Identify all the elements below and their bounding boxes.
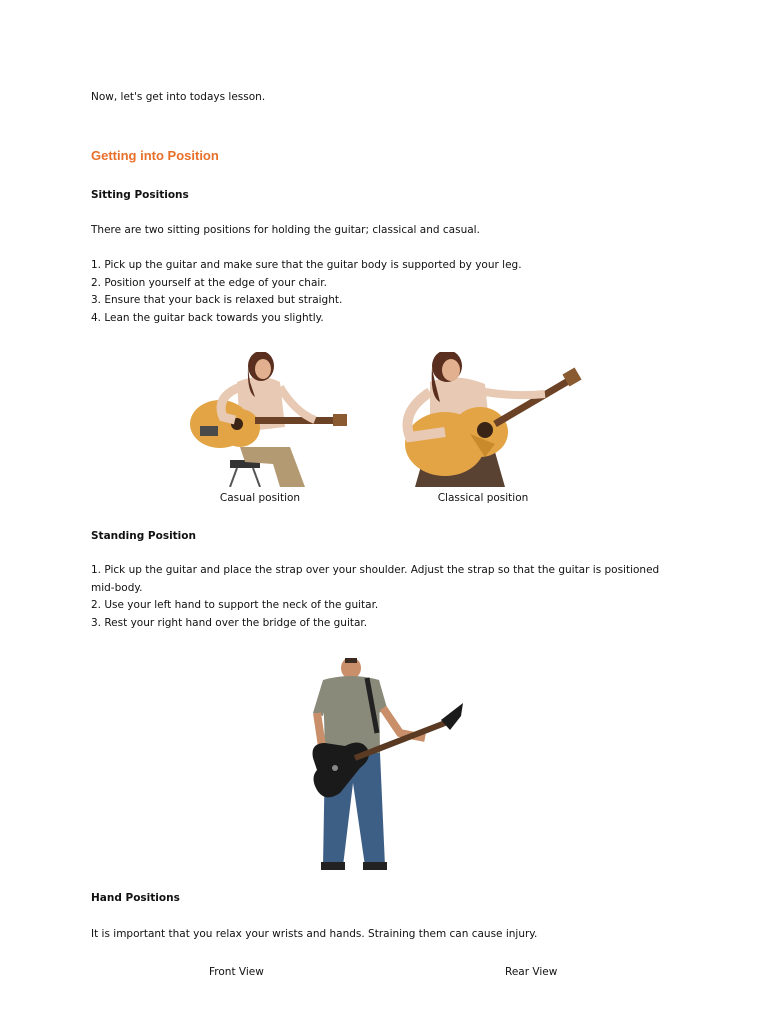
list-item: 3. Rest your right hand over the bridge of the guitar. bbox=[91, 616, 368, 629]
list-item: 2. Position yourself at the edge of your chair. bbox=[91, 276, 327, 289]
list-item: 2. Use your left hand to support the neck of the guitar. bbox=[91, 599, 379, 611]
hand-description: It is important that you relax your wrists and hands. Straining them can cause injury. bbox=[91, 928, 538, 940]
hand-heading: Hand Positions bbox=[91, 892, 180, 904]
list-item: 1. Pick up the guitar and place the strap over your shoulder. Adjust the strap so that the guitar is positioned bbox=[91, 564, 660, 576]
list-item: 1. Pick up the guitar and make sure that the guitar body is supported by your leg. bbox=[91, 259, 522, 271]
list-item: 4. Lean the guitar back towards you slightly. bbox=[91, 311, 324, 324]
standing-heading: Standing Position bbox=[91, 530, 196, 542]
intro-text: Now, let's get into todays lesson. bbox=[91, 91, 266, 103]
standing-position-photo bbox=[305, 658, 470, 870]
classical-position-photo bbox=[385, 352, 585, 487]
casual-position-photo bbox=[185, 352, 350, 487]
rear-view-label: Rear View bbox=[505, 966, 558, 978]
list-item: 3. Ensure that your back is relaxed but straight. bbox=[91, 294, 343, 306]
sitting-steps bbox=[91, 257, 522, 327]
sitting-heading: Sitting Positions bbox=[91, 189, 189, 201]
casual-caption: Casual position bbox=[219, 492, 301, 504]
classical-caption: Classical position bbox=[437, 492, 529, 504]
front-view-label: Front View bbox=[209, 966, 264, 978]
sitting-description: There are two sitting positions for holding the guitar; classical and casual. bbox=[91, 224, 480, 236]
standing-steps bbox=[91, 562, 659, 632]
list-item: mid-body. bbox=[91, 581, 143, 594]
section-title: Getting into Position bbox=[91, 148, 219, 163]
